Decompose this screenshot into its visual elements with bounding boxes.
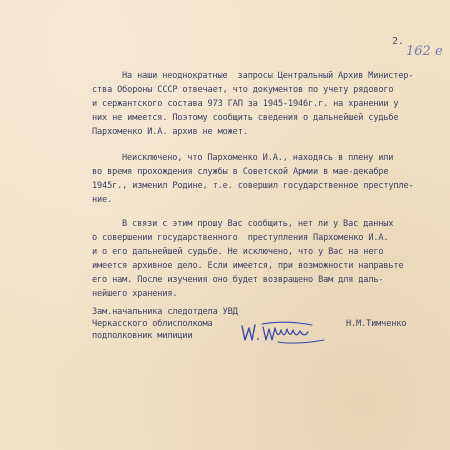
paragraph-2-line-2: во время прохождения службы в Советской Армии в мае-декабре xyxy=(92,167,389,177)
signer-title-line-1: Зам.начальника следотдела УВД xyxy=(92,307,238,317)
paragraph-3-line-1: В связи с этим прошу Вас сообщить, нет ли у Вас данных xyxy=(122,219,394,229)
paragraph-3-line-3: и о его дальнейшей судьбе. Не исключено, что у Вас на него xyxy=(92,247,384,257)
handwritten-page-number: 162 e xyxy=(406,44,443,59)
paragraph-1-line-1: На наши неоднократные запросы Центральный Архив Министер- xyxy=(122,71,414,81)
paragraph-1-line-2: ства Обороны СССР отвечает, что документов по учету рядового xyxy=(92,85,394,95)
signer-name: Н.М.Тимченко xyxy=(346,319,407,329)
paragraph-2-line-3: 1945г., изменил Родине, т.е. совершил государственное преступле- xyxy=(92,181,414,191)
paragraph-2-line-4: ние. xyxy=(92,195,113,205)
paragraph-3-line-5: его нам. После изучения оно будет возвращено Вам для даль- xyxy=(92,275,384,285)
signer-title-line-3: подполковник милиции xyxy=(92,331,193,341)
paragraph-3-line-6: нейшего хранения. xyxy=(92,289,178,299)
paragraph-1-line-4: них не имеется. Поэтому сообщить сведения о дальнейшей судьбе xyxy=(92,113,399,123)
paragraph-3-line-4: имеется архивное дело. Если имеется, при возможности направьте xyxy=(92,261,404,271)
signer-title-line-2: Черкасского облисполкома xyxy=(92,319,213,329)
page-marker: 2. xyxy=(392,36,405,47)
handwritten-signature xyxy=(238,316,330,346)
paragraph-3-line-2: о совершении государственного преступления Пархоменко И.А. xyxy=(92,233,389,243)
paragraph-2-line-1: Неисключено, что Пархоменко И.А., находясь в плену или xyxy=(122,153,394,163)
paragraph-1-line-3: и сержантского состава 973 ГАП за 1945-1946г.г. на хранении у xyxy=(92,99,399,109)
paragraph-1-line-5: Пархоменко И.А. архив не может. xyxy=(92,127,248,137)
